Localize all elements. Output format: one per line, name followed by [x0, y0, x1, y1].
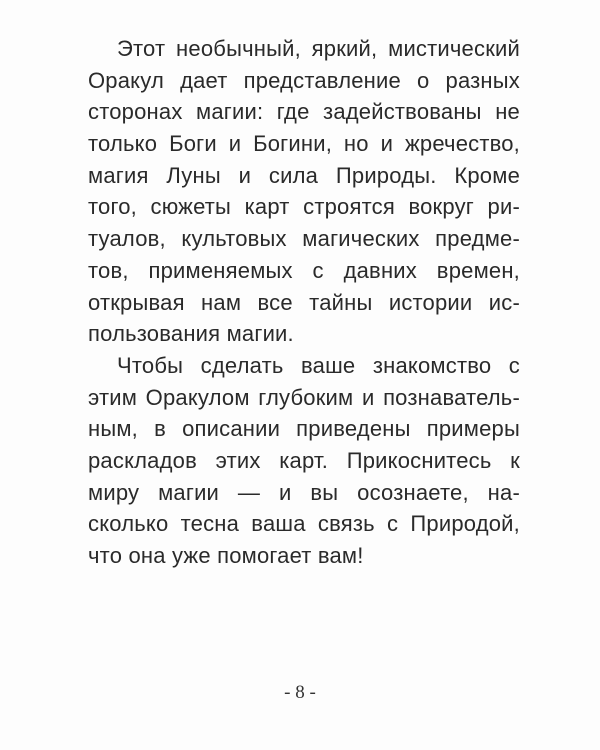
text-line: туалов, культовых магических предме-	[88, 226, 520, 252]
text-line: магия Луны и сила Природы. Кроме	[88, 162, 520, 188]
text-line: пользования магии.	[88, 321, 294, 347]
text-line: Чтобы сделать ваше знакомство с	[117, 352, 520, 378]
text-line: только Боги и Богини, но и жречество,	[88, 131, 520, 157]
text-line: миру магии — и вы осознаете, на-	[88, 479, 520, 505]
text-line: этим Оракулом глубоким и познаватель-	[88, 384, 520, 410]
text-line: открывая нам все тайны истории ис-	[88, 289, 520, 315]
page-number: - 8 -	[284, 682, 316, 703]
text-line: сколько тесна ваша связь с Природой,	[88, 511, 520, 537]
text-line: сторонах магии: где задействованы не	[88, 99, 520, 125]
text-line: что она уже помогает вам!	[88, 543, 364, 568]
paragraph-2	[88, 350, 520, 572]
text-line: раскладов этих карт. Прикоснитесь к	[88, 447, 520, 473]
body-text	[88, 33, 520, 572]
text-line: ным, в описании приведены примеры	[88, 416, 520, 442]
text-line: того, сюжеты карт строятся вокруг ри-	[88, 194, 520, 220]
text-line: тов, применяемых с давних времен,	[88, 257, 520, 283]
text-line: Этот необычный, яркий, мистический	[117, 36, 520, 61]
paragraph-1	[88, 33, 520, 350]
text-line: Оракул дает представление о разных	[88, 67, 520, 93]
